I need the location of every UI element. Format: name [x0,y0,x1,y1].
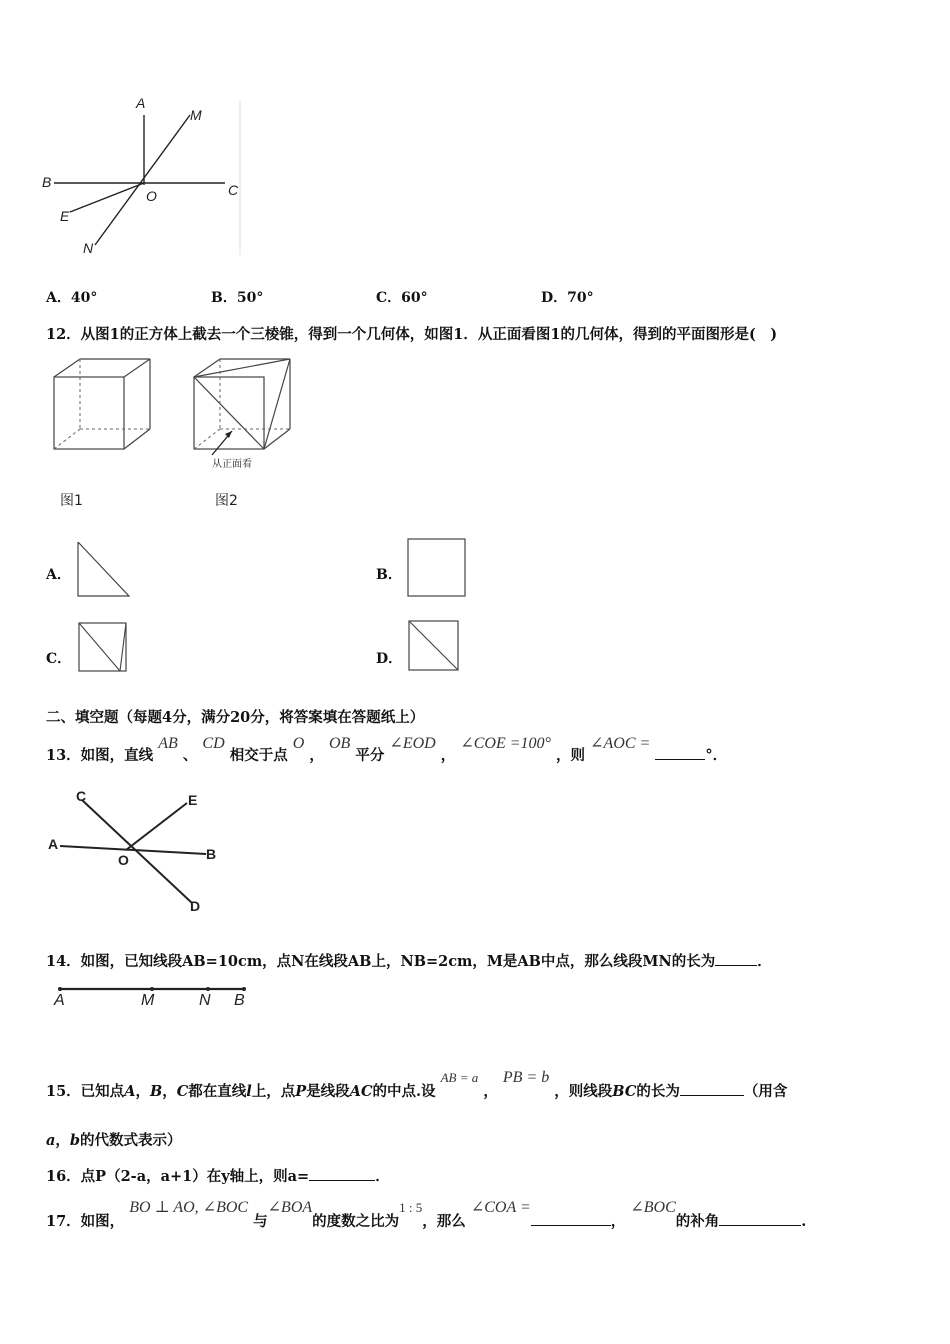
q17-mid1: 与 [253,1213,268,1230]
q15-pb-eq: PB = b [502,1069,550,1086]
q15-bc: BC [612,1083,637,1100]
q12-arrow-label: 从正面看 [212,459,252,470]
q15-text-line2 [46,1129,182,1150]
q15-suffix: （用含 [743,1083,788,1100]
option-letter: B． [376,567,402,583]
q13-ob: OB [328,735,351,752]
q11-diagram [40,95,250,265]
q15-text [46,1066,787,1106]
option-value: 70° [567,290,594,306]
q15-mid3: 是线段 [306,1083,350,1100]
q15-line2-b: b [69,1132,81,1149]
q11-figure [40,95,250,265]
q13-ab: AB [158,735,178,752]
option-a-shape [76,540,131,600]
q11-label-c: C [228,182,239,198]
q14-label-a: A [54,992,65,1009]
option-value: 60° [401,290,428,306]
q15-c1: ， [135,1083,150,1100]
q12-figure-1 [50,355,160,455]
q13-label-b: B [206,846,217,862]
q14-answer-blank[interactable] [715,951,757,966]
q14-segment [50,980,260,1016]
option-letter: C． [46,651,72,667]
q13-aoc: ∠AOC = [590,735,651,752]
q17-comma: ， [610,1213,626,1230]
q15-mid6: 的长为 [636,1083,680,1100]
q11-label-o: O [146,188,157,204]
q15-mid2: 上，点 [251,1083,296,1100]
q13-cd: CD [202,735,225,752]
q14-label-n: N [199,992,211,1009]
option-b-shape [407,538,467,598]
q12-option-d[interactable] [376,620,476,674]
q13-label-a: A [48,836,59,852]
q16-answer-blank[interactable] [309,1166,375,1181]
q17-ratio: 1 : 5 [399,1200,423,1215]
option-letter: C． [376,290,402,306]
q14-text [46,950,772,971]
q17-text [46,1196,806,1236]
option-d-shape [408,620,460,672]
q13-answer-blank[interactable] [655,745,705,760]
q15-prefix: 15．已知点 [46,1083,125,1100]
q12-caption-1: 图1 [60,493,83,509]
q15-c2: ， [162,1083,177,1100]
q15-comma: ， [483,1083,498,1100]
q15-line2-comma: ， [55,1132,70,1149]
q12-caption-2: 图2 [215,493,238,509]
q15-mid1: 都在直线 [188,1083,247,1100]
q11-option-b[interactable] [211,287,263,307]
q11-label-b: B [42,174,52,190]
q15-b: B [149,1083,163,1100]
q17-mid2: 的度数之比为 [312,1213,400,1230]
option-letter: A． [46,567,71,583]
q17-mid4: 的补角 [675,1213,720,1230]
q14-body: 14．如图，已知线段AB=10cm，点N在线段AB上，NB=2cm，M是AB中点，那么线段MN的长为 [46,953,716,970]
q17-boc: ∠BOC [630,1199,676,1216]
q15-ac: AC [349,1083,373,1100]
q13-label-e: E [188,792,198,808]
q17-boa: ∠BOA [267,1199,313,1216]
q15-p: P [295,1083,307,1100]
option-letter: B． [211,290,237,306]
q15-ab-eq: AB = a [440,1070,479,1085]
q17-cond: BO ⊥ AO, ∠BOC [129,1199,249,1216]
q11-option-d[interactable] [541,287,594,307]
option-letter: A． [46,290,71,306]
option-letter: D． [376,651,403,667]
q13-mid3: ，则 [556,747,586,764]
q13-figure [44,788,234,918]
section2-heading: 二、填空题（每题4分，满分20分，将答案填在答题纸上） [46,709,425,726]
q11-option-a[interactable] [46,287,97,307]
cube-diagram [50,355,160,455]
q13-mid1: 相交于点 [229,747,288,764]
q16-text [46,1165,390,1186]
q13-suffix: °． [705,747,728,764]
q13-mid2: 平分 [355,747,385,764]
q13-comma2: ， [440,747,456,764]
option-c-shape [78,622,128,674]
q16-suffix: ． [375,1168,390,1185]
q17-mid3: ，那么 [422,1213,466,1230]
q12-text: 12．从图1的正方体上截去一个三棱锥，得到一个几何体，如图1．从正面看图1的几何体，得到的平面图形是( ) [46,326,778,343]
q13-o: O [292,735,305,752]
q14-label-b: B [234,992,245,1009]
q14-figure [50,980,260,1016]
q17-prefix: 17．如图， [46,1213,125,1230]
q11-label-e: E [60,208,70,224]
q13-text [46,732,727,772]
q11-label-a: A [136,95,146,111]
q13-label-o: O [118,852,129,868]
q15-c: C [176,1083,189,1100]
q15-line2-a: a [46,1132,56,1149]
q17-suffix: . [801,1213,807,1230]
q12-option-b[interactable] [376,538,476,600]
q13-coe: ∠COE =100° [460,735,551,752]
q12-option-c[interactable] [46,622,146,674]
q13-prefix: 13．如图，直线 [46,747,154,764]
q13-label-c: C [76,788,87,804]
q13-sep: 、 [182,747,198,764]
q15-mid4: 的中点.设 [372,1083,436,1100]
q13-comma1: ， [309,747,324,764]
q13-eod: ∠EOD [389,735,436,752]
q12-option-a[interactable] [46,540,146,600]
q13-label-d: D [190,898,201,914]
option-value: 50° [236,290,264,306]
q15-line2-rest: 的代数式表示） [80,1132,182,1149]
q14-label-m: M [141,992,155,1009]
q12-figure-2 [190,355,300,475]
option-letter: D． [541,290,568,306]
q17-coa: ∠COA = [470,1199,531,1216]
q15-l: l [246,1083,252,1100]
q15-a: A [124,1083,136,1100]
q16-body: 16．点P（2-a，a+1）在y轴上，则a= [46,1168,310,1185]
q14-suffix: ． [757,953,772,970]
q17-answer-blank-1[interactable] [531,1211,611,1226]
option-value: 40° [70,290,98,306]
q11-label-n: N [83,240,94,256]
q15-answer-blank[interactable] [680,1081,744,1096]
q11-option-c[interactable] [376,287,428,307]
q11-label-m: M [190,107,202,123]
q17-answer-blank-2[interactable] [719,1211,801,1226]
q15-mid5: ，则线段 [554,1083,613,1100]
